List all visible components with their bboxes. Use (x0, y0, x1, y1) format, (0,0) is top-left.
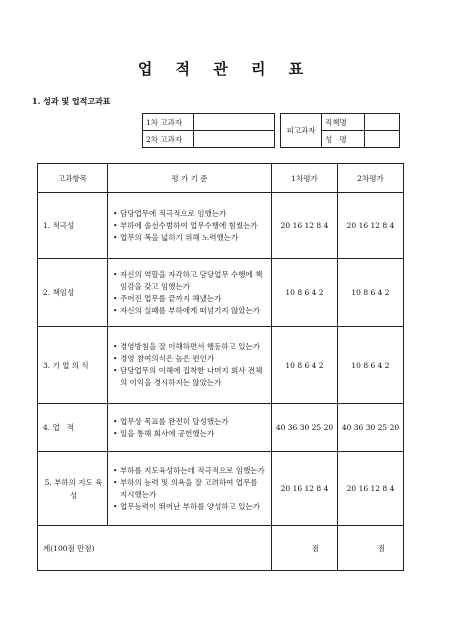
evaluatee-field-label: 직책명 (322, 114, 365, 131)
item-label: 3. 기 업 의 식 (38, 327, 108, 404)
header-first-eval: 1차평가 (272, 164, 338, 193)
evaluator-value-field[interactable] (194, 131, 275, 148)
evaluatee-value-field[interactable] (365, 131, 400, 148)
criteria-cell (108, 452, 272, 526)
second-eval-scores[interactable]: 20 16 12 8 4 (338, 193, 404, 259)
total-row (38, 526, 404, 571)
second-eval-scores[interactable]: 40 36 30 25 20 (338, 404, 404, 452)
header-criteria: 평 가 기 준 (108, 164, 272, 193)
page-title: 업 적 관 리 표 (137, 60, 313, 78)
first-eval-total[interactable]: 점 (272, 526, 338, 571)
second-eval-scores[interactable]: 10 8 6 4 2 (338, 259, 404, 327)
second-eval-scores[interactable]: 10 8 6 4 2 (338, 327, 404, 404)
evaluator-label: 2차 고과자 (143, 131, 194, 148)
section-heading: 1. 성과 및 업적고과표 (32, 96, 111, 106)
evaluator-label: 1차 고과자 (143, 114, 194, 131)
item-label: 4. 업 적 (38, 404, 108, 452)
header-row (38, 164, 404, 193)
criteria-item: • 담당업무에 적극적으로 임했는가 (120, 208, 267, 220)
table-row (38, 452, 404, 526)
criteria-cell (108, 259, 272, 327)
criteria-item: • 부하를 지도육성하는데 적극적으로 임했는가 (120, 465, 267, 477)
criteria-item: • 담당업무의 이해에 집착한 나머지 회사 전체의 이익을 경시하지는 않았는가 (120, 365, 267, 389)
criteria-cell (108, 404, 272, 452)
evaluation-table (37, 163, 404, 571)
first-eval-scores[interactable]: 40 36 30 25 20 (272, 404, 338, 452)
total-label: 계(100점 만점) (38, 526, 272, 571)
first-eval-scores[interactable]: 20 16 12 8 4 (272, 452, 338, 526)
first-eval-scores[interactable]: 20 16 12 8 4 (272, 193, 338, 259)
criteria-item: • 부하의 능력 및 의욕을 잘 고려하여 업무를 지시했는가 (120, 477, 267, 501)
evaluatee-value-field[interactable] (365, 114, 400, 131)
first-eval-scores[interactable]: 10 8 6 4 2 (272, 327, 338, 404)
criteria-item: • 일을 통해 회사에 공헌했는가 (120, 428, 267, 440)
second-eval-total[interactable]: 점 (338, 526, 404, 571)
criteria-item: • 주어진 업무를 끝까지 해냈는가 (120, 293, 267, 305)
criteria-item: • 부하에 솔선수범하여 업무수행에 힘썼는가 (120, 220, 267, 232)
evaluatee-label: 피고과자 (281, 114, 322, 148)
item-label: 1. 적극성 (38, 193, 108, 259)
table-row (38, 327, 404, 404)
criteria-item: • 자신의 실패를 부하에게 떠넘기지 않았는가 (120, 305, 267, 317)
evaluatee-row (281, 114, 400, 131)
criteria-item: • 업무상 목표를 완전히 달성했는가 (120, 416, 267, 428)
table-row (38, 259, 404, 327)
first-eval-scores[interactable]: 10 8 6 4 2 (272, 259, 338, 327)
evaluatee-field-label: 성 명 (322, 131, 365, 148)
criteria-item: • 업무의 폭을 넓히기 위해 노력했는가 (120, 232, 267, 244)
evaluator-row (143, 131, 275, 148)
evaluator-table (142, 113, 275, 148)
table-row (38, 404, 404, 452)
header-second-eval: 2차평가 (338, 164, 404, 193)
criteria-item: • 업무능력이 뛰어난 부하를 양성하고 있는가 (120, 501, 267, 513)
header-item: 고과항목 (38, 164, 108, 193)
table-row (38, 193, 404, 259)
item-label: 2. 책임성 (38, 259, 108, 327)
criteria-cell (108, 327, 272, 404)
criteria-cell (108, 193, 272, 259)
evaluator-value-field[interactable] (194, 114, 275, 131)
criteria-item: • 자신의 역할을 자각하고 담당업무 수행에 책임감을 갖고 임했는가 (120, 269, 267, 293)
criteria-item: • 경영 참여의식은 높은 편인가 (120, 353, 267, 365)
evaluatee-table (280, 113, 400, 148)
item-label: 5. 부하의 지도 육 성 (38, 452, 108, 526)
criteria-item: • 경영방침을 잘 이해하면서 행동하고 있는가 (120, 341, 267, 353)
evaluator-row (143, 114, 275, 131)
second-eval-scores[interactable]: 20 16 12 8 4 (338, 452, 404, 526)
